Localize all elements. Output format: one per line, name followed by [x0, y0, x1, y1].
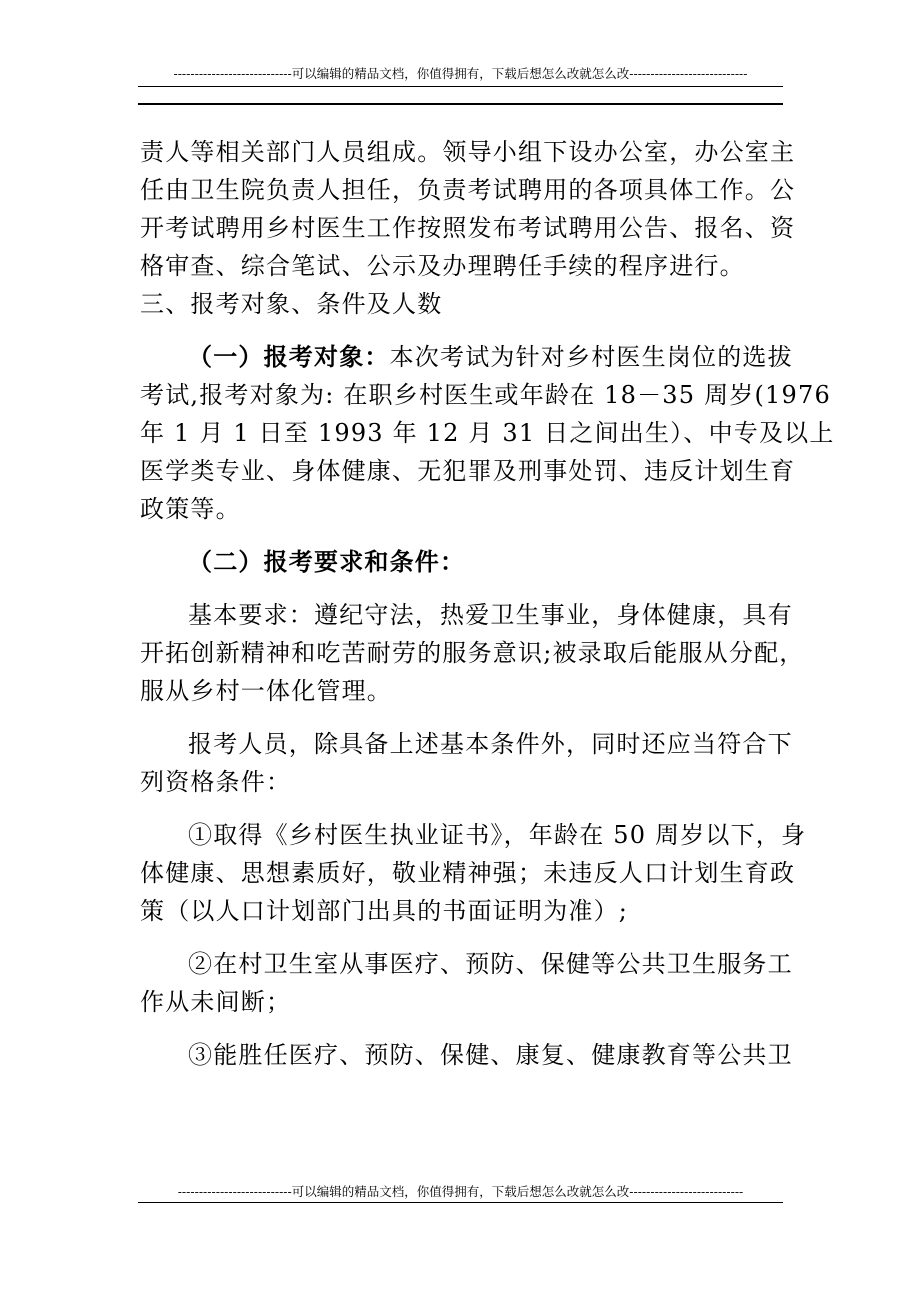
paragraph-line: 基本要求：遵纪守法，热爱卫生事业，身体健康，具有 — [188, 601, 793, 629]
header-rule-thin — [138, 86, 783, 87]
page-header-text: ----------------------------可以编辑的精品文档，你值得拥有，下载后想怎么改就怎么改---------------------------- — [173, 66, 748, 81]
section-heading: 三、报考对象、条件及人数 — [140, 290, 443, 318]
paragraph-line: 考试,报考对象为: 在职乡村医生或年龄在 18－35 周岁(1976 — [140, 381, 831, 409]
document-body — [140, 133, 835, 1074]
paragraph-line: 责人等相关部门人员组成。领导小组下设办公室，办公室主 — [140, 138, 796, 166]
list-item-line: ①取得《乡村医生执业证书》，年龄在 50 周岁以下，身 — [188, 821, 807, 849]
paragraph-text: 本次考试为针对乡村医生岗位的选拔 — [389, 343, 793, 371]
paragraph-line: 医学类专业、身体健康、无犯罪及刑事处罚、违反计划生育 — [140, 457, 796, 485]
list-item-line: 策（以人口计划部门出具的书面证明为准）; — [140, 897, 629, 925]
list-item-line: ②在村卫生室从事医疗、预防、保健等公共卫生服务工 — [188, 950, 793, 978]
paragraph-line: 任由卫生院负责人担任，负责考试聘用的各项具体工作。公 — [140, 176, 796, 204]
subsection-heading: （二）报考要求和条件： — [188, 547, 466, 576]
paragraph-line — [140, 338, 793, 376]
paragraph-line: 开拓创新精神和吃苦耐劳的服务意识;被录取后能服从分配， — [140, 639, 805, 667]
page-footer-text: ---------------------------可以编辑的精品文档，你值得拥有，下载后想怎么改就怎么改--------------------------- — [177, 1184, 744, 1199]
header-rule-thick — [138, 103, 783, 105]
paragraph-line: 格审查、综合笔试、公示及办理聘任手续的程序进行。 — [140, 252, 745, 280]
paragraph-line: 列资格条件： — [140, 768, 292, 796]
paragraph-line: 政策等。 — [140, 495, 241, 523]
footer-rule — [138, 1202, 783, 1203]
paragraph-line: 报考人员，除具备上述基本条件外，同时还应当符合下 — [188, 730, 793, 758]
paragraph-line: 年 1 月 1 日至 1993 年 12 月 31 日之间出生）、中专及以上 — [140, 419, 835, 447]
paragraph-line: 开考试聘用乡村医生工作按照发布考试聘用公告、报名、资 — [140, 214, 796, 242]
list-item-line: 作从未间断； — [140, 988, 292, 1016]
list-item-line: ③能胜任医疗、预防、保健、康复、健康教育等公共卫 — [188, 1041, 793, 1069]
subsection-heading: （一）报考对象： — [188, 342, 390, 371]
paragraph-line: 服从乡村一体化管理。 — [140, 677, 392, 705]
list-item-line: 体健康、思想素质好，敬业精神强；未违反人口计划生育政 — [140, 859, 796, 887]
